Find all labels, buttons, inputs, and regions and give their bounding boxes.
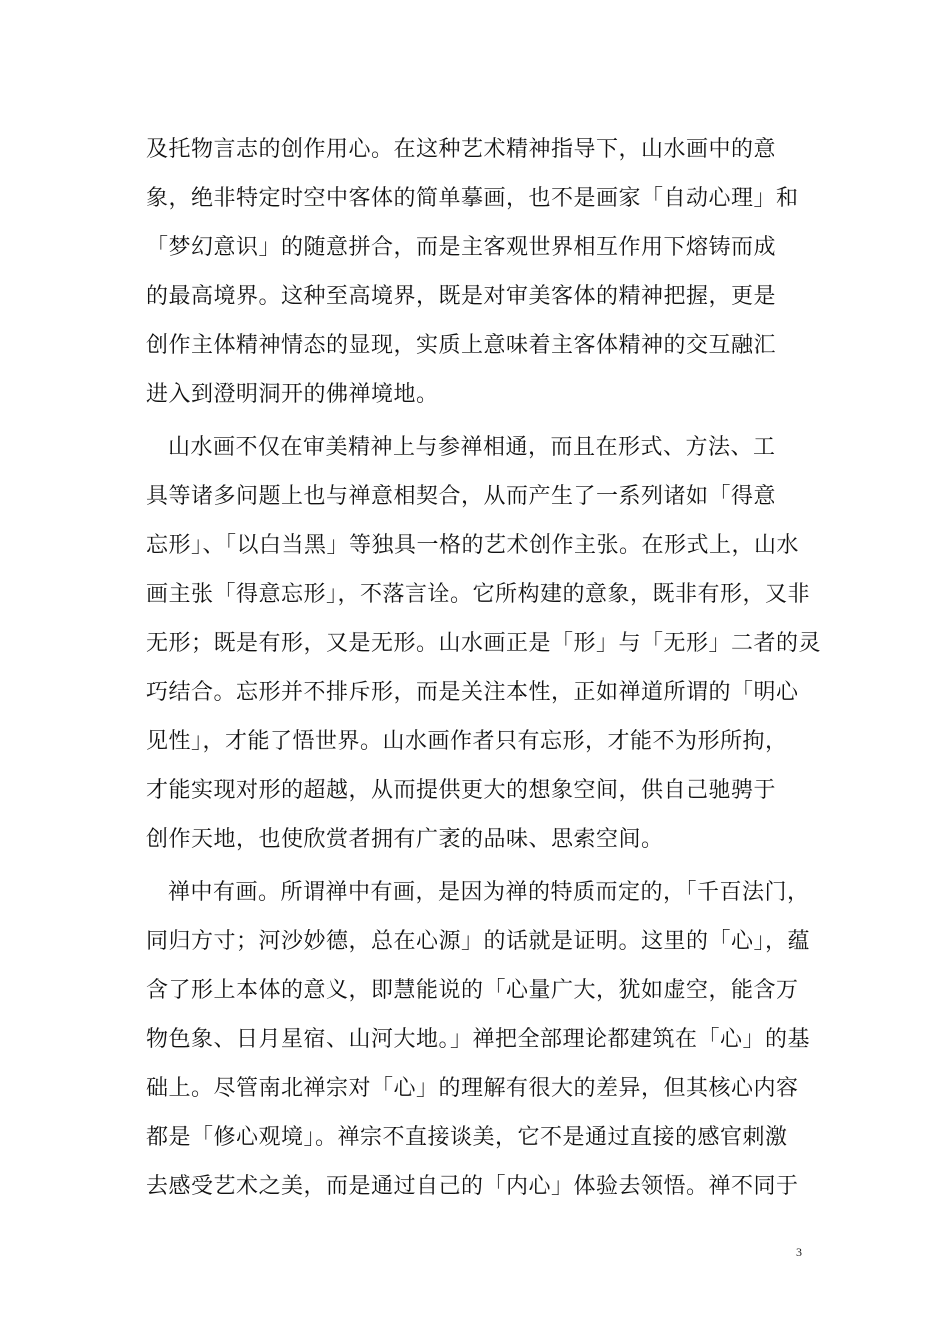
text-line: 无形；既是有形，又是无形。山水画正是「形」与「无形」二者的灵	[146, 631, 822, 656]
paragraph-first-line: 禅中有画。所谓禅中有画，是因为禅的特质而定的，「千百法门，	[168, 880, 810, 905]
text-line: 见性」，才能了悟世界。山水画作者只有忘形，才能不为形所拘，	[146, 729, 788, 754]
text-line: 创作主体精神情态的显现，实质上意味着主客体精神的交互融汇	[146, 333, 777, 358]
text-line: 物色象、日月星宿、山河大地。」禅把全部理论都建筑在「心」的基	[146, 1027, 811, 1052]
page-number: 3	[796, 1245, 802, 1259]
text-line: 创作天地，也使欣赏者拥有广袤的品味、思索空间。	[146, 827, 664, 852]
text-line: 忘形」、「以白当黑」等独具一格的艺术创作主张。在形式上，山水	[146, 533, 800, 558]
text-line: 及托物言志的创作用心。在这种艺术精神指导下，山水画中的意	[146, 137, 777, 162]
paragraph-first-line: 山水画不仅在审美精神上与参禅相通，而且在形式、方法、工	[168, 435, 776, 460]
text-line: 象，绝非特定时空中客体的简单摹画，也不是画家「自动心理」和	[146, 186, 799, 211]
text-line: 画主张「得意忘形」，不落言诠。它所构建的意象，既非有形，又非	[146, 582, 811, 607]
text-line: 础上。尽管南北禅宗对「心」的理解有很大的差异，但其核心内容	[146, 1076, 799, 1101]
text-line: 去感受艺术之美，而是通过自己的「内心」体验去领悟。禅不同于	[146, 1174, 799, 1199]
text-line: 才能实现对形的超越，从而提供更大的想象空间，供自己驰骋于	[146, 778, 777, 803]
text-line: 都是「修心观境」。禅宗不直接谈美，它不是通过直接的感官刺激	[146, 1125, 788, 1150]
text-line: 「梦幻意识」的随意拼合，而是主客观世界相互作用下熔铸而成	[146, 235, 777, 260]
text-line: 含了形上本体的意义，即慧能说的「心量广大，犹如虚空，能含万	[146, 978, 799, 1003]
text-line: 巧结合。忘形并不排斥形，而是关注本性，正如禅道所谓的「明心	[146, 680, 799, 705]
text-line: 进入到澄明洞开的佛禅境地。	[146, 382, 439, 407]
text-line: 同归方寸；河沙妙德，总在心源」的话就是证明。这里的「心」，蕴	[146, 929, 811, 954]
text-line: 具等诸多问题上也与禅意相契合，从而产生了一系列诸如「得意	[146, 484, 777, 509]
text-line: 的最高境界。这种至高境界，既是对审美客体的精神把握，更是	[146, 284, 777, 309]
